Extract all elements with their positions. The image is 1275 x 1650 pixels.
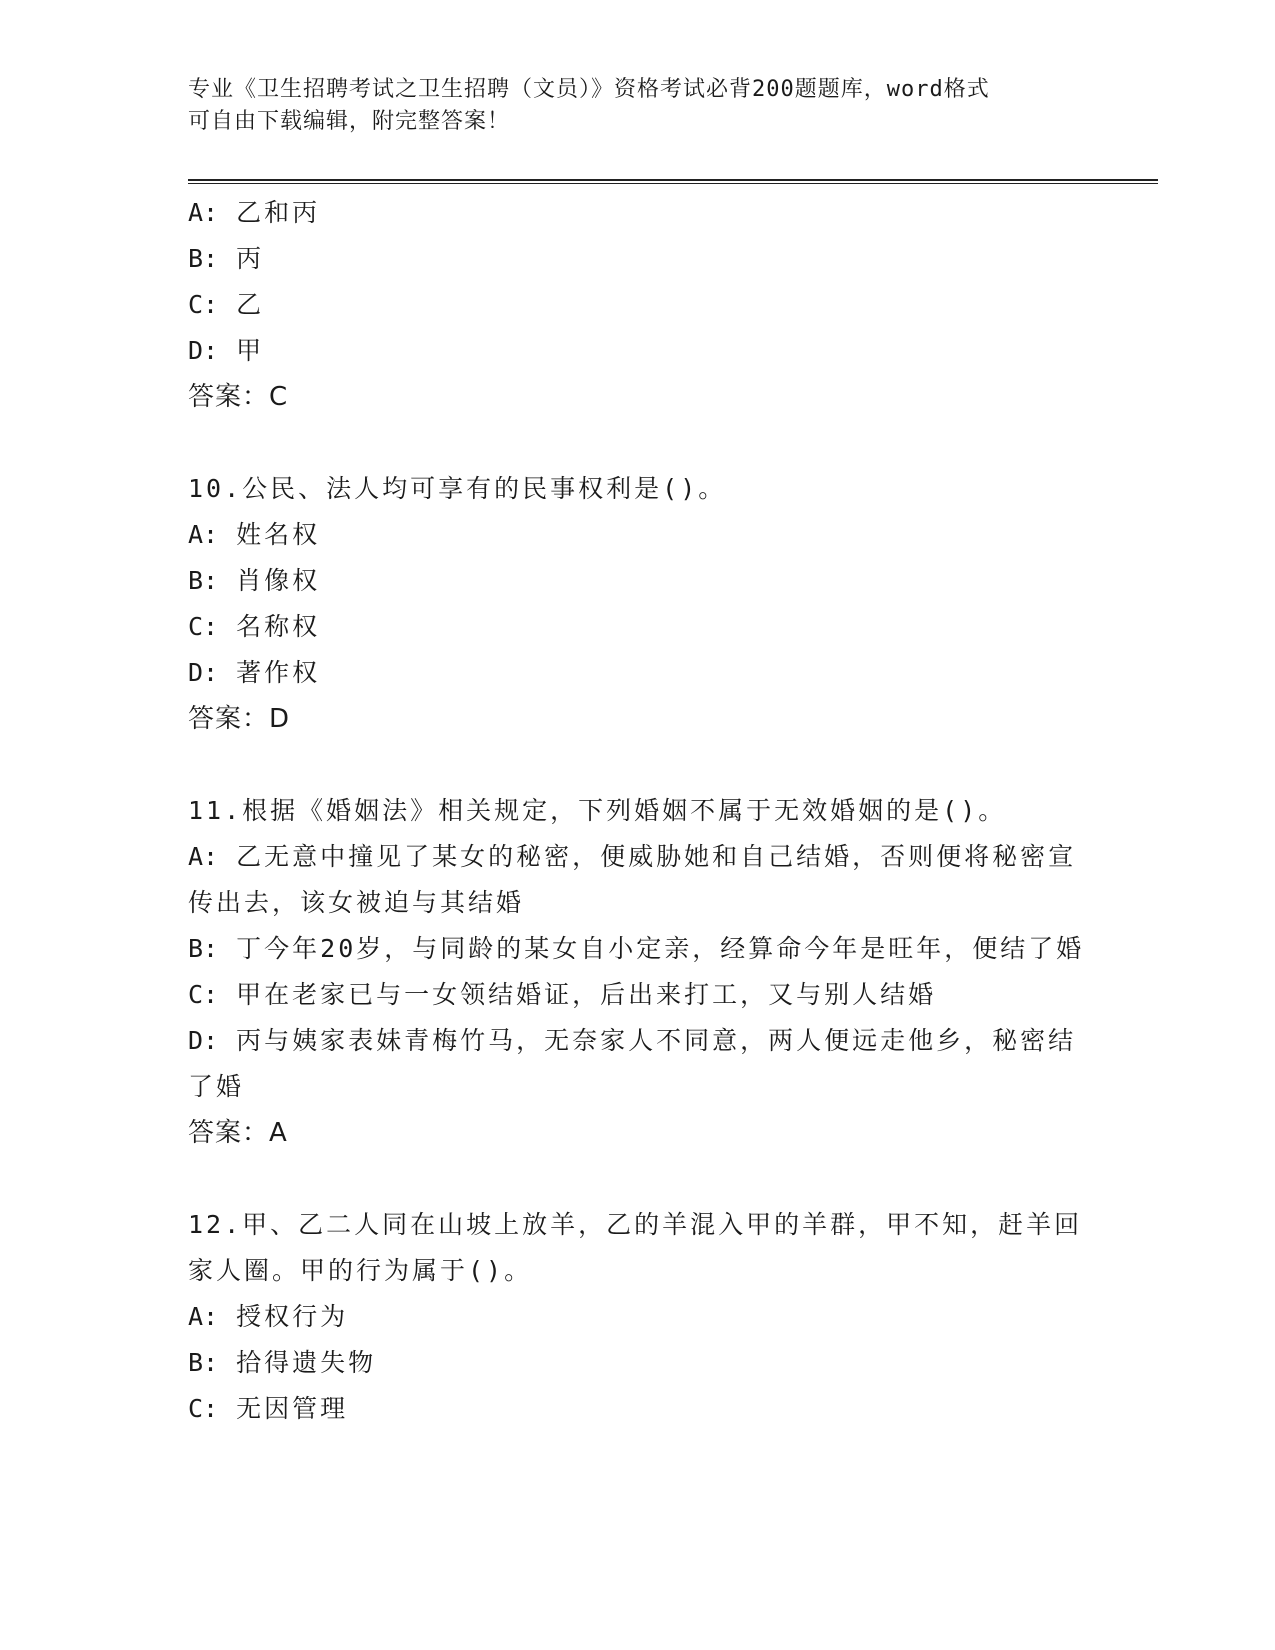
option-b: B: 肖像权 — [188, 566, 321, 595]
option-d: D: 丙与姨家表妹青梅竹马，无奈家人不同意，两人便远走他乡，秘密结了婚 — [188, 1026, 1077, 1101]
option-a: A: 乙和丙 — [188, 198, 321, 227]
option-b: B: 拾得遗失物 — [188, 1348, 377, 1377]
answer: 答案：D — [188, 704, 291, 734]
option-c: C: 无因管理 — [188, 1394, 349, 1423]
header-title-line1: 专业《卫生招聘考试之卫生招聘（文员）》资格考试必背200题题库，word格式 — [188, 77, 990, 102]
option-c: C: 名称权 — [188, 612, 321, 641]
answer: 答案：A — [188, 1118, 288, 1148]
option-d: D: 甲 — [188, 336, 265, 365]
option-d: D: 著作权 — [188, 658, 321, 687]
option-c: C: 甲在老家已与一女领结婚证，后出来打工，又与别人结婚 — [188, 980, 937, 1009]
option-c: C: 乙 — [188, 290, 265, 319]
header-divider — [188, 179, 1158, 184]
question-list — [188, 190, 1088, 1432]
question-stem: 11.根据《婚姻法》相关规定，下列婚姻不属于无效婚姻的是()。 — [188, 796, 1007, 825]
option-b: B: 丙 — [188, 244, 265, 273]
question-11 — [188, 788, 1088, 1156]
answer: 答案：C — [188, 382, 289, 412]
page-header — [188, 74, 1068, 138]
question-10 — [188, 466, 1088, 742]
option-a: A: 授权行为 — [188, 1302, 349, 1331]
option-b: B: 丁今年20岁，与同龄的某女自小定亲，经算命今年是旺年，便结了婚 — [188, 934, 1085, 963]
question-stem: 10.公民、法人均可享有的民事权利是()。 — [188, 474, 727, 503]
question-stem: 12.甲、乙二人同在山坡上放羊，乙的羊混入甲的羊群，甲不知，赶羊回家人圈。甲的行为属于()。 — [188, 1210, 1083, 1285]
header-title-line2: 可自由下载编辑，附完整答案！ — [188, 109, 511, 134]
question-12 — [188, 1202, 1088, 1432]
option-a: A: 姓名权 — [188, 520, 321, 549]
question-partial — [188, 190, 1088, 420]
option-a: A: 乙无意中撞见了某女的秘密，便威胁她和自己结婚，否则便将秘密宣传出去，该女被迫与其结婚 — [188, 842, 1077, 917]
